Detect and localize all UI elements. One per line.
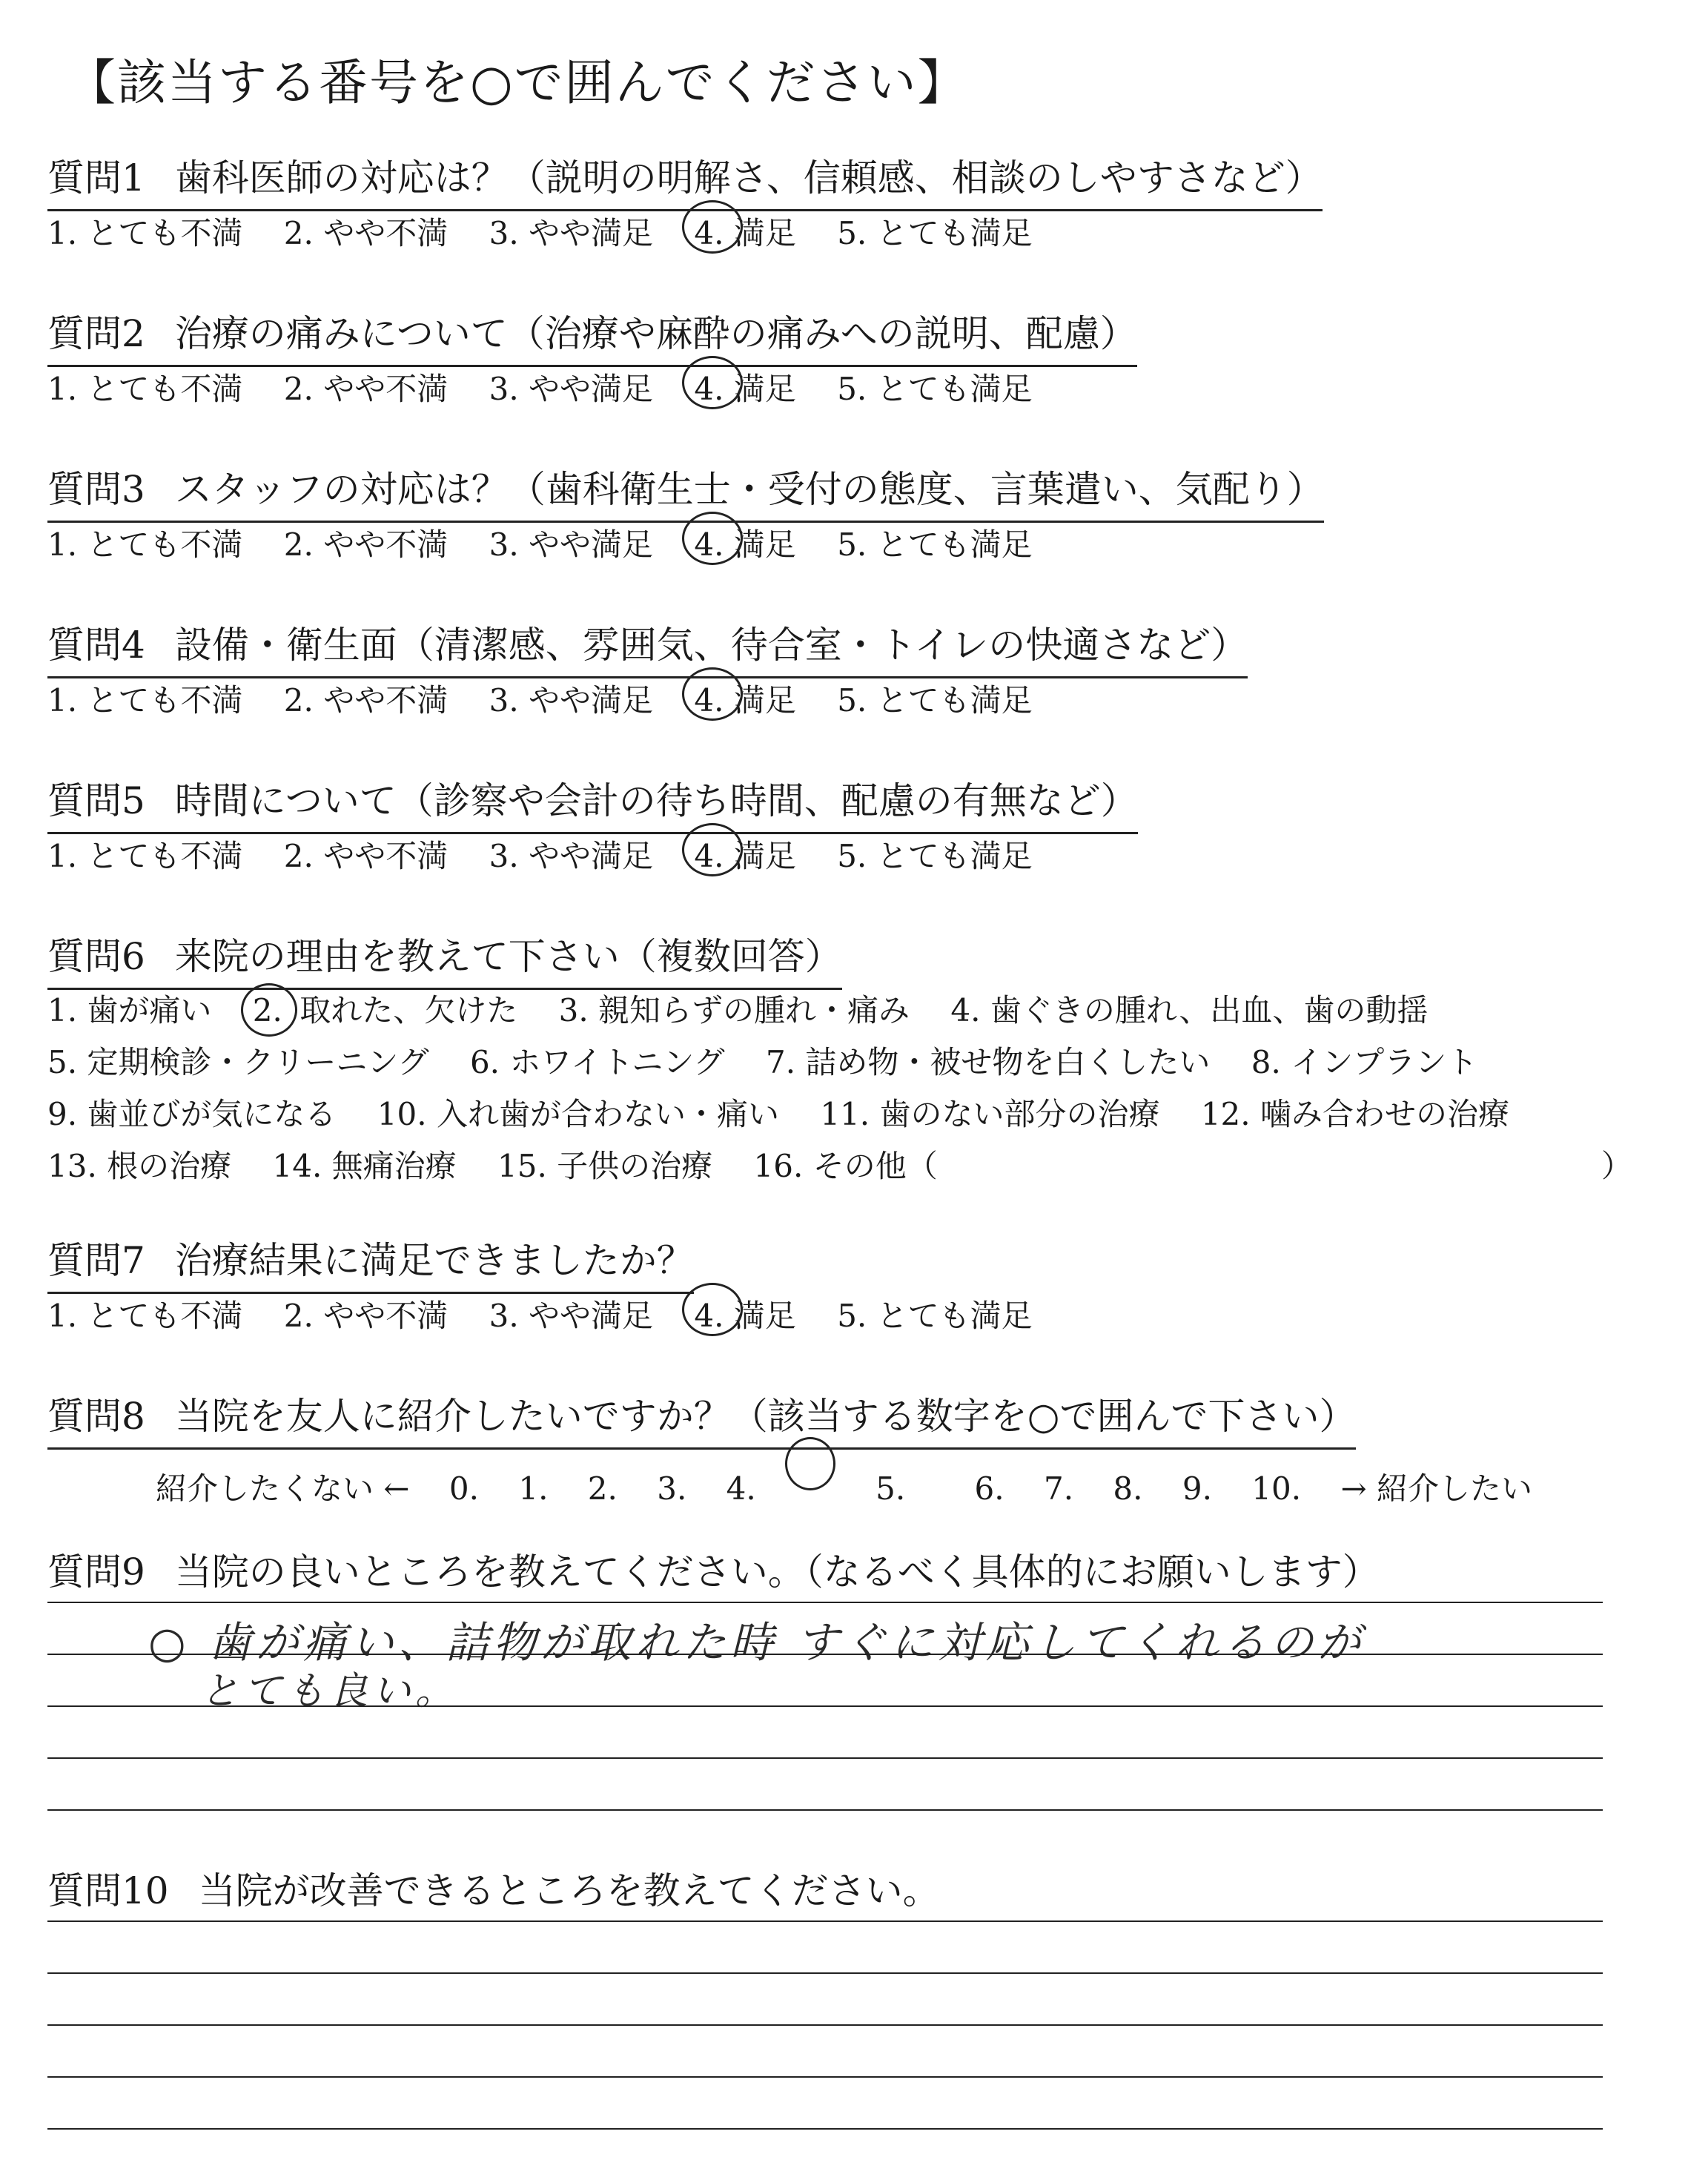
reason-4[interactable]: 4. 歯ぐきの腫れ、出血、歯の動揺 — [950, 992, 1429, 1028]
question-1-options — [47, 209, 1064, 254]
question-6-row-2 — [47, 1038, 1509, 1083]
option-2[interactable]: 2. やや不満 — [283, 682, 448, 719]
other-close-paren: ） — [1601, 1148, 1633, 1184]
option-4-selected[interactable]: 4. 満足 — [694, 365, 795, 409]
answer-line — [47, 2024, 1603, 2026]
selection-circle — [241, 983, 297, 1037]
question-number: 質問8 — [47, 1395, 145, 1438]
question-text: 治療結果に満足できましたか？ — [174, 1239, 694, 1282]
option-5[interactable]: 5. とても満足 — [837, 838, 1033, 874]
question-2-title — [47, 304, 1137, 367]
scale-right-label: → 紹介したい — [1340, 1470, 1532, 1507]
question-8-title — [47, 1387, 1356, 1450]
question-3-options — [47, 521, 1064, 565]
option-5[interactable]: 5. とても満足 — [837, 1298, 1033, 1334]
answer-line — [47, 2128, 1603, 2130]
question-text: 当院が改善できるところを教えてください。 — [198, 1869, 940, 1912]
reason-6[interactable]: 6. ホワイトニング — [469, 1044, 725, 1080]
question-number: 質問9 — [47, 1550, 145, 1593]
option-2[interactable]: 2. やや不満 — [283, 371, 448, 407]
question-10-title — [47, 1861, 940, 1915]
option-5[interactable]: 5. とても満足 — [837, 526, 1033, 563]
option-3[interactable]: 3. やや満足 — [489, 526, 654, 563]
answer-line — [47, 1809, 1603, 1811]
scale-1[interactable]: 1. — [518, 1470, 549, 1507]
question-text: 時間について（診察や会計の待ち時間、配慮の有無など） — [174, 779, 1138, 822]
question-5-title — [47, 771, 1138, 834]
scale-10[interactable]: 10. — [1251, 1470, 1302, 1507]
scale-2[interactable]: 2. — [587, 1470, 618, 1507]
question-4-title — [47, 615, 1248, 678]
option-4-selected[interactable]: 4. 満足 — [694, 521, 795, 565]
question-2-options — [47, 365, 1064, 409]
option-2[interactable]: 2. やや不満 — [283, 526, 448, 563]
question-text: 来院の理由を教えて下さい（複数回答） — [174, 935, 842, 978]
question-number: 質問6 — [47, 935, 145, 978]
answer-line — [47, 1920, 1603, 1922]
reason-14[interactable]: 14. 無痛治療 — [272, 1148, 457, 1184]
option-3[interactable]: 3. やや満足 — [489, 838, 654, 874]
option-2[interactable]: 2. やや不満 — [283, 1298, 448, 1334]
handwritten-answer-line-1[interactable]: ○ 歯が痛い、詰物が取れた時 すぐに対応してくれるのが — [148, 1617, 1366, 1668]
option-1[interactable]: 1. とても不満 — [47, 1298, 243, 1334]
reason-11[interactable]: 11. 歯のない部分の治療 — [820, 1096, 1160, 1132]
option-4-selected[interactable]: 4. 満足 — [694, 209, 795, 254]
question-text: スタッフの対応は？（歯科衛生士・受付の態度、言葉遣い、気配り） — [174, 468, 1324, 511]
reason-8[interactable]: 8. インプラント — [1251, 1044, 1478, 1080]
option-1[interactable]: 1. とても不満 — [47, 215, 243, 251]
question-1-title — [47, 148, 1323, 211]
question-7-options — [47, 1292, 1064, 1336]
reason-7[interactable]: 7. 詰め物・被せ物を白くしたい — [765, 1044, 1211, 1080]
option-3[interactable]: 3. やや満足 — [489, 682, 654, 719]
option-3[interactable]: 3. やや満足 — [489, 215, 654, 251]
question-text: 設備・衛生面（清潔感、雰囲気、待合室・トイレの快適さなど） — [174, 624, 1248, 667]
question-7-title — [47, 1231, 694, 1294]
reason-15[interactable]: 15. 子供の治療 — [497, 1148, 713, 1184]
selection-circle — [682, 512, 743, 565]
question-9-title — [47, 1542, 1380, 1596]
option-4-selected[interactable]: 4. 満足 — [694, 832, 795, 876]
question-number: 質問5 — [47, 779, 145, 822]
answer-line — [47, 1757, 1603, 1759]
option-1[interactable]: 1. とても不満 — [47, 526, 243, 563]
question-number: 質問2 — [47, 312, 145, 355]
question-text: 当院の良いところを教えてください。（なるべく具体的にお願いします） — [174, 1550, 1380, 1593]
reason-10[interactable]: 10. 入れ歯が合わない・痛い — [377, 1096, 779, 1132]
question-text: 治療の痛みについて（治療や麻酔の痛みへの説明、配慮） — [174, 312, 1137, 355]
reason-1[interactable]: 1. 歯が痛い — [47, 992, 212, 1028]
answer-line — [47, 1972, 1603, 1974]
question-text: 当院を友人に紹介したいですか？（該当する数字を○で囲んで下さい） — [174, 1395, 1357, 1438]
question-6-row-4 — [47, 1142, 969, 1186]
answer-line — [47, 1654, 1603, 1655]
option-5[interactable]: 5. とても満足 — [837, 682, 1033, 719]
selection-circle — [682, 1283, 743, 1336]
scale-6[interactable]: 6. — [974, 1470, 1004, 1507]
question-number: 質問1 — [47, 156, 145, 199]
reason-9[interactable]: 9. 歯並びが気になる — [47, 1096, 337, 1132]
option-4-selected[interactable]: 4. 満足 — [694, 676, 795, 721]
option-1[interactable]: 1. とても不満 — [47, 682, 243, 719]
answer-line — [47, 2076, 1603, 2078]
option-4-selected[interactable]: 4. 満足 — [694, 1292, 795, 1336]
reason-5[interactable]: 5. 定期検診・クリーニング — [47, 1044, 429, 1080]
scale-7[interactable]: 7. — [1043, 1470, 1074, 1507]
selection-circle — [682, 667, 743, 721]
question-6-title — [47, 927, 842, 990]
reason-13[interactable]: 13. 根の治療 — [47, 1148, 232, 1184]
reason-2-label: 取れた、欠けた — [299, 992, 518, 1028]
question-number: 質問10 — [47, 1869, 169, 1912]
handwritten-answer-line-2[interactable]: とても良い。 — [200, 1669, 459, 1714]
selection-circle — [682, 200, 743, 254]
question-4-options — [47, 676, 1064, 721]
option-3[interactable]: 3. やや満足 — [489, 371, 654, 407]
reason-3[interactable]: 3. 親知らずの腫れ・痛み — [558, 992, 910, 1028]
question-3-title — [47, 460, 1324, 523]
scale-9[interactable]: 9. — [1182, 1470, 1212, 1507]
scale-4[interactable]: 4. — [726, 1470, 756, 1507]
option-2[interactable]: 2. やや不満 — [283, 215, 448, 251]
option-5[interactable]: 5. とても満足 — [837, 215, 1033, 251]
option-3[interactable]: 3. やや満足 — [489, 1298, 654, 1334]
question-number: 質問3 — [47, 468, 145, 511]
recommend-scale — [156, 1446, 1562, 1509]
answer-line — [47, 1705, 1603, 1707]
reason-2-selected[interactable]: 2. — [253, 992, 282, 1028]
selection-circle — [682, 823, 743, 876]
question-6-row-1 — [47, 986, 1459, 1031]
scale-3[interactable]: 3. — [657, 1470, 687, 1507]
question-6-row-3 — [47, 1090, 1540, 1135]
reason-12[interactable]: 12. 噛み合わせの治療 — [1200, 1096, 1509, 1132]
reason-16-other[interactable]: 16. その他（ — [753, 1148, 938, 1184]
option-2[interactable]: 2. やや不満 — [283, 838, 448, 874]
scale-left-label: 紹介したくない ← — [156, 1470, 410, 1507]
question-text: 歯科医師の対応は？（説明の明解さ、信頼感、相談のしやすさなど） — [174, 156, 1323, 199]
question-number: 質問7 — [47, 1239, 145, 1282]
question-number: 質問4 — [47, 624, 145, 667]
scale-8[interactable]: 8. — [1113, 1470, 1143, 1507]
option-1[interactable]: 1. とても不満 — [47, 838, 243, 874]
scale-5-selected[interactable]: 5. — [795, 1446, 935, 1507]
form-header: 【該当する番号を○で囲んでください】 — [67, 54, 968, 111]
scale-0[interactable]: 0. — [448, 1470, 479, 1507]
selection-circle — [682, 356, 743, 409]
question-5-options — [47, 832, 1064, 876]
option-5[interactable]: 5. とても満足 — [837, 371, 1033, 407]
selection-circle — [785, 1437, 835, 1490]
option-1[interactable]: 1. とても不満 — [47, 371, 243, 407]
answer-line — [47, 1602, 1603, 1603]
